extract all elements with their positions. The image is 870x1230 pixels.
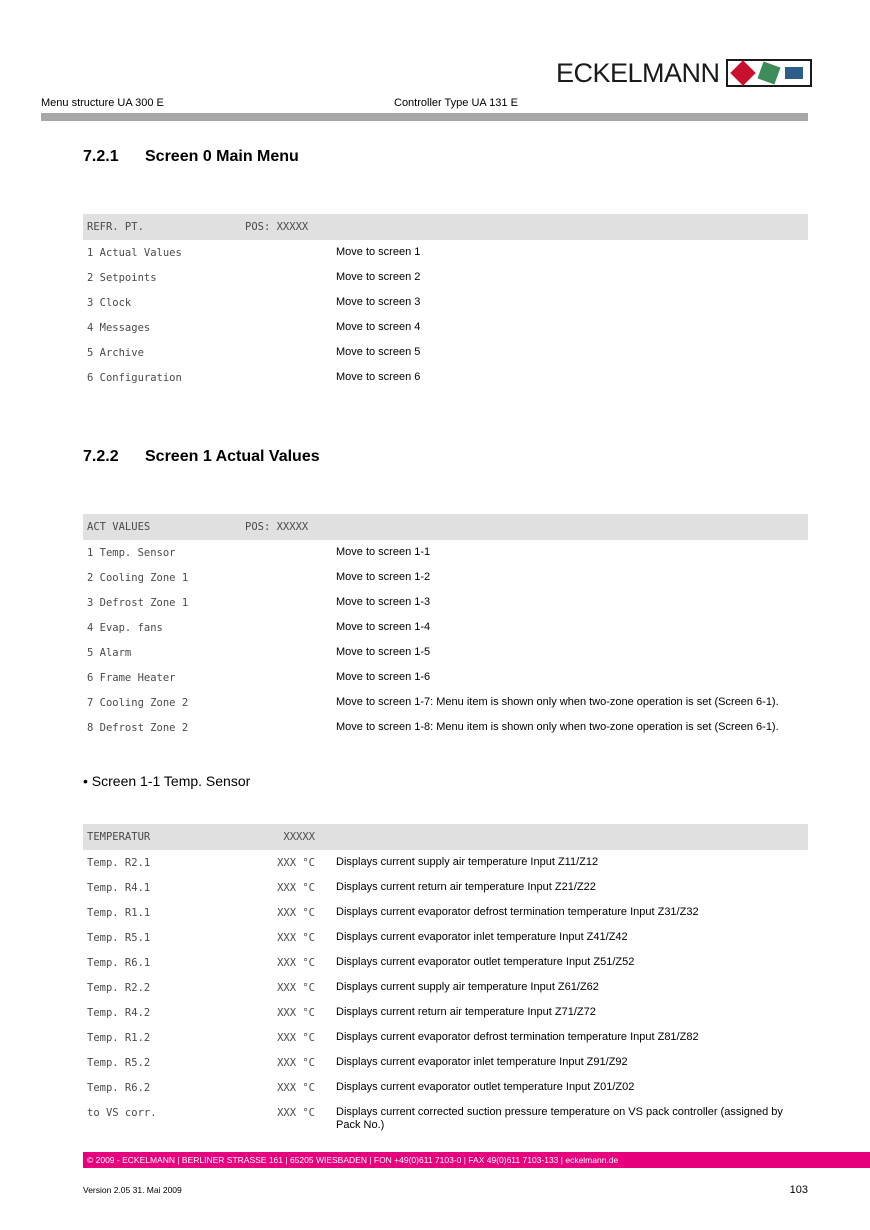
bullet-icon: • bbox=[83, 773, 92, 789]
section-title: Screen 0 Main Menu bbox=[145, 148, 299, 165]
sensor-value: XXX °C bbox=[277, 982, 315, 994]
section-number: 7.2.1 bbox=[83, 148, 119, 165]
sensor-description: Displays current evaporator inlet temperature Input Z41/Z42 bbox=[336, 931, 628, 943]
sensor-description: Displays current corrected suction pressure temperature on VS pack controller (assigned by Pack No.) bbox=[336, 1106, 783, 1131]
sensor-value: XXX °C bbox=[277, 957, 315, 969]
table-row bbox=[83, 240, 808, 265]
menu-item: 4 Messages bbox=[87, 322, 151, 334]
sensor-name: to VS corr. bbox=[87, 1107, 157, 1119]
header-divider bbox=[41, 113, 808, 121]
sensor-value: XXX °C bbox=[277, 1057, 315, 1069]
sensor-description: Displays current return air temperature Input Z21/Z22 bbox=[336, 881, 596, 893]
eckelmann-logo bbox=[556, 56, 812, 90]
table-row bbox=[83, 340, 808, 365]
header-document-title: Menu structure UA 300 E bbox=[41, 97, 164, 109]
table-row bbox=[83, 315, 808, 340]
sensor-name: Temp. R1.2 bbox=[87, 1032, 151, 1044]
sensor-description: Displays current evaporator defrost termination temperature Input Z81/Z82 bbox=[336, 1031, 699, 1043]
table-row bbox=[83, 1075, 808, 1100]
section-number: 7.2.2 bbox=[83, 448, 119, 465]
table-row bbox=[83, 290, 808, 315]
menu-description: Move to screen 1-6 bbox=[336, 671, 431, 683]
bullet-heading bbox=[83, 773, 250, 789]
menu-description: Move to screen 1-3 bbox=[336, 596, 431, 608]
sensor-description: Displays current evaporator inlet temperature Input Z91/Z92 bbox=[336, 1056, 628, 1068]
table-row bbox=[83, 1025, 808, 1050]
menu-item: 1 Temp. Sensor bbox=[87, 547, 176, 559]
table-row bbox=[83, 1050, 808, 1075]
section-heading-7-2-1 bbox=[83, 148, 299, 166]
display-position: POS: XXXXX bbox=[245, 221, 309, 233]
sensor-name: Temp. R5.1 bbox=[87, 932, 151, 944]
sensor-description: Displays current evaporator defrost termination temperature Input Z31/Z32 bbox=[336, 906, 699, 918]
table-row bbox=[83, 925, 808, 950]
menu-description: Move to screen 1-7: Menu item is shown only when two-zone operation is set (Screen 6-1). bbox=[336, 696, 779, 708]
display-title: ACT VALUES bbox=[87, 521, 151, 533]
page-number: 103 bbox=[789, 1184, 808, 1196]
table-header-row bbox=[83, 824, 808, 850]
bullet-text: Screen 1-1 Temp. Sensor bbox=[91, 773, 251, 789]
sensor-name: Temp. R1.1 bbox=[87, 907, 151, 919]
menu-item: 2 Setpoints bbox=[87, 272, 157, 284]
table-header-row bbox=[83, 514, 808, 540]
sensor-name: Temp. R6.2 bbox=[87, 1082, 151, 1094]
menu-item: 2 Cooling Zone 1 bbox=[87, 572, 189, 584]
table-row bbox=[83, 900, 808, 925]
display-title: TEMPERATUR bbox=[87, 831, 151, 843]
menu-item: 4 Evap. fans bbox=[87, 622, 163, 634]
temp-sensor-table bbox=[83, 824, 808, 1132]
table-row bbox=[83, 665, 808, 690]
display-title: REFR. PT. bbox=[87, 221, 144, 233]
sensor-description: Displays current return air temperature Input Z71/Z72 bbox=[336, 1006, 596, 1018]
sensor-value: XXX °C bbox=[277, 857, 315, 869]
table-row bbox=[83, 265, 808, 290]
sensor-value: XXX °C bbox=[277, 932, 315, 944]
table-row bbox=[83, 615, 808, 640]
sensor-description: Displays current evaporator outlet temperature Input Z51/Z52 bbox=[336, 956, 635, 968]
table-row bbox=[83, 640, 808, 665]
menu-description: Move to screen 1-1 bbox=[336, 546, 431, 558]
sensor-description: Displays current supply air temperature Input Z61/Z62 bbox=[336, 981, 599, 993]
menu-description: Move to screen 1-8: Menu item is shown only when two-zone operation is set (Screen 6-1). bbox=[336, 721, 779, 733]
table-row bbox=[83, 565, 808, 590]
menu-description: Move to screen 2 bbox=[336, 271, 421, 283]
sensor-value: XXX °C bbox=[277, 1107, 315, 1119]
table-header-row bbox=[83, 214, 808, 240]
menu-item: 8 Defrost Zone 2 bbox=[87, 722, 189, 734]
table-row bbox=[83, 1100, 808, 1132]
sensor-value: XXX °C bbox=[277, 1007, 315, 1019]
section-heading-7-2-2 bbox=[83, 448, 320, 466]
display-value: XXXXX bbox=[283, 831, 315, 843]
sensor-description: Displays current evaporator outlet temperature Input Z01/Z02 bbox=[336, 1081, 635, 1093]
table-row bbox=[83, 690, 808, 715]
menu-description: Move to screen 4 bbox=[336, 321, 421, 333]
menu-item: 6 Configuration bbox=[87, 372, 182, 384]
menu-item: 7 Cooling Zone 2 bbox=[87, 697, 189, 709]
actual-values-table bbox=[83, 514, 808, 740]
sensor-name: Temp. R2.1 bbox=[87, 857, 151, 869]
sensor-description: Displays current supply air temperature Input Z11/Z12 bbox=[336, 856, 599, 868]
section-title: Screen 1 Actual Values bbox=[145, 448, 320, 465]
sensor-name: Temp. R4.2 bbox=[87, 1007, 151, 1019]
table-row bbox=[83, 590, 808, 615]
main-menu-table bbox=[83, 214, 808, 390]
sensor-value: XXX °C bbox=[277, 882, 315, 894]
sensor-value: XXX °C bbox=[277, 1082, 315, 1094]
menu-description: Move to screen 1-5 bbox=[336, 646, 431, 658]
footer-version: Version 2.05 31. Mai 2009 bbox=[83, 1185, 182, 1195]
logo-mark-icon bbox=[726, 59, 812, 87]
menu-description: Move to screen 3 bbox=[336, 296, 421, 308]
menu-description: Move to screen 1-4 bbox=[336, 621, 431, 633]
menu-description: Move to screen 1-2 bbox=[336, 571, 431, 583]
sensor-value: XXX °C bbox=[277, 907, 315, 919]
table-row bbox=[83, 1000, 808, 1025]
table-row bbox=[83, 950, 808, 975]
sensor-name: Temp. R4.1 bbox=[87, 882, 151, 894]
menu-description: Move to screen 5 bbox=[336, 346, 421, 358]
menu-item: 5 Archive bbox=[87, 347, 144, 359]
logo-text: ECKELMANN bbox=[556, 57, 720, 88]
sensor-name: Temp. R5.2 bbox=[87, 1057, 151, 1069]
sensor-name: Temp. R6.1 bbox=[87, 957, 151, 969]
menu-description: Move to screen 1 bbox=[336, 246, 421, 258]
menu-item: 1 Actual Values bbox=[87, 247, 182, 259]
display-position: POS: XXXXX bbox=[245, 521, 309, 533]
menu-item: 5 Alarm bbox=[87, 647, 132, 659]
table-row bbox=[83, 975, 808, 1000]
menu-item: 3 Defrost Zone 1 bbox=[87, 597, 189, 609]
header-controller-type: Controller Type UA 131 E bbox=[394, 97, 518, 109]
menu-description: Move to screen 6 bbox=[336, 371, 421, 383]
footer-address-bar: © 2009 - ECKELMANN | BERLINER STRASSE 161 | 65205 WIESBADEN | FON +49(0)611 7103-0 | FAX 49(0)611 7103-133 | eckelmann.de bbox=[83, 1152, 870, 1168]
table-row bbox=[83, 715, 808, 740]
table-row bbox=[83, 365, 808, 390]
menu-item: 6 Frame Heater bbox=[87, 672, 176, 684]
table-row bbox=[83, 850, 808, 875]
sensor-name: Temp. R2.2 bbox=[87, 982, 151, 994]
menu-item: 3 Clock bbox=[87, 297, 132, 309]
table-row bbox=[83, 875, 808, 900]
table-row bbox=[83, 540, 808, 565]
sensor-value: XXX °C bbox=[277, 1032, 315, 1044]
